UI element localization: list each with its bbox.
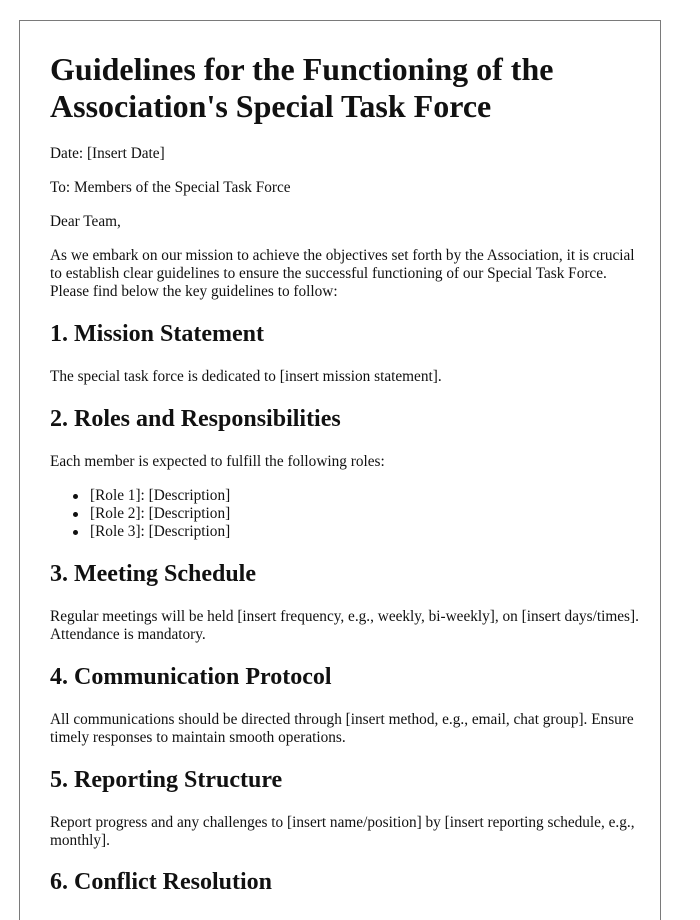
- bullet-icon: [73, 530, 78, 535]
- section-heading-mission: 1. Mission Statement: [50, 321, 264, 347]
- recipient-line: To: Members of the Special Task Force: [50, 179, 291, 196]
- list-item-text: [Role 1]: [Description]: [90, 487, 231, 504]
- letter-page: [19, 20, 661, 920]
- section-body-meetings: Regular meetings will be held [insert frequency, e.g., weekly, bi-weekly], on [insert days/times]. Attendance is mandatory.: [50, 608, 639, 643]
- list-item: [50, 505, 230, 523]
- section-heading-conflict: 6. Conflict Resolution: [50, 869, 272, 895]
- roles-list: [50, 487, 230, 541]
- document-title: Guidelines for the Functioning of the Association's Special Task Force: [50, 51, 554, 124]
- section-heading-roles: 2. Roles and Responsibilities: [50, 406, 341, 432]
- section-body-mission: The special task force is dedicated to [insert mission statement].: [50, 368, 442, 385]
- section-heading-communication: 4. Communication Protocol: [50, 664, 332, 690]
- bullet-icon: [73, 494, 78, 499]
- date-line: Date: [Insert Date]: [50, 145, 165, 162]
- salutation: Dear Team,: [50, 213, 121, 230]
- list-item: [50, 487, 230, 505]
- section-heading-reporting: 5. Reporting Structure: [50, 767, 283, 793]
- list-item: [50, 523, 230, 541]
- intro-paragraph: As we embark on our mission to achieve the objectives set forth by the Association, it is crucial to establish clear guidelines to ensure the successful functioning of our Special Task Force. Please find below the key guidelines to follow:: [50, 247, 635, 300]
- section-body-reporting: Report progress and any challenges to [insert name/position] by [insert reporting schedule, e.g., monthly].: [50, 814, 635, 849]
- section-heading-meetings: 3. Meeting Schedule: [50, 561, 256, 587]
- section-body-roles: Each member is expected to fulfill the following roles:: [50, 453, 385, 470]
- bullet-icon: [73, 512, 78, 517]
- list-item-text: [Role 3]: [Description]: [90, 523, 231, 540]
- section-body-communication: All communications should be directed through [insert method, e.g., email, chat group]. Ensure timely responses to maintain smooth operations.: [50, 711, 634, 746]
- list-item-text: [Role 2]: [Description]: [90, 505, 231, 522]
